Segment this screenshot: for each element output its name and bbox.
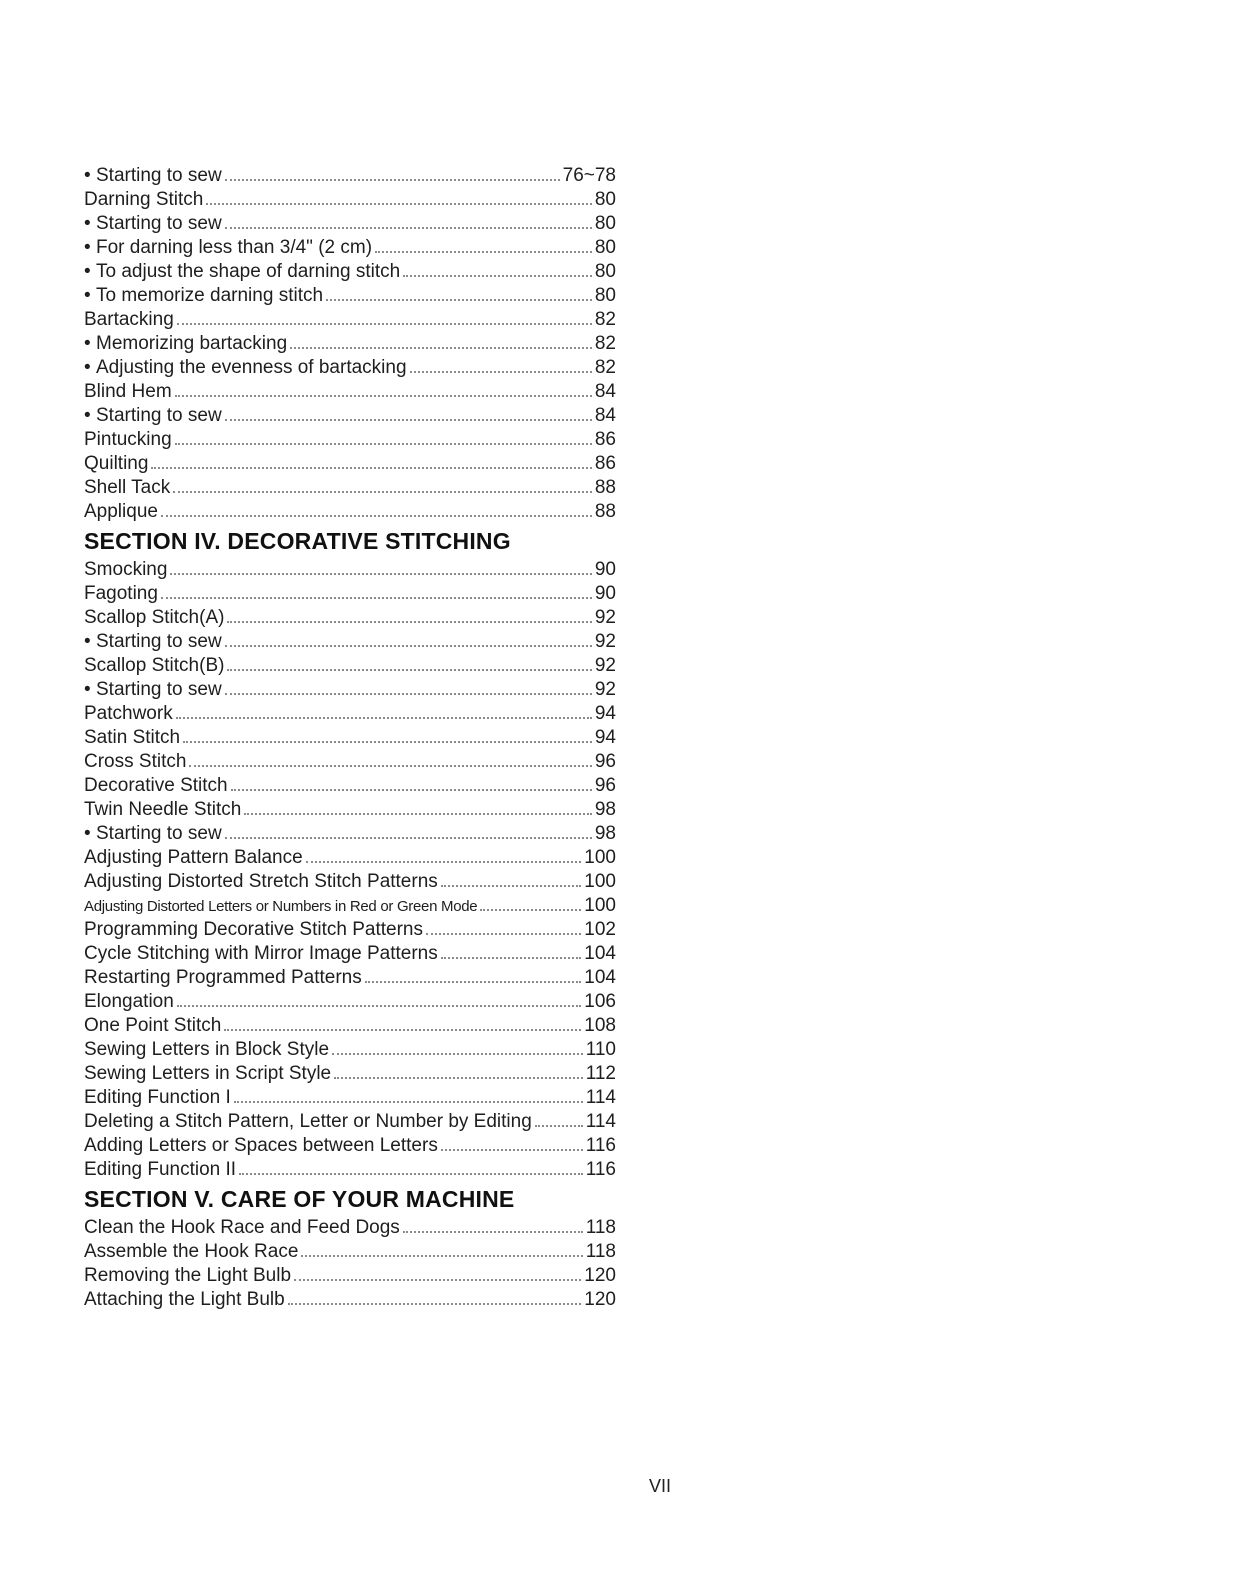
toc-entry-label: Blind Hem: [84, 381, 172, 402]
dot-leader: [224, 1029, 581, 1031]
toc-entry-page: 80: [594, 237, 616, 258]
toc-entry: [84, 798, 616, 822]
toc-entry-page: 82: [594, 309, 616, 330]
dot-leader: [480, 909, 581, 911]
toc-entry: [84, 476, 616, 500]
toc-entry: [84, 942, 616, 966]
toc-entry: [84, 1158, 616, 1182]
toc-entry-page: 118: [585, 1217, 616, 1238]
toc-entry-page: 100: [584, 871, 616, 892]
toc-entry: [84, 606, 616, 630]
dot-leader: [234, 1101, 583, 1103]
toc-entry-label: Adjusting Distorted Letters or Numbers in Red or Green Mode: [84, 898, 478, 915]
toc-entry: [84, 500, 616, 524]
toc-entry-label: Cycle Stitching with Mirror Image Patterns: [84, 943, 438, 964]
dot-leader: [177, 1005, 582, 1007]
toc-entry-page: 92: [594, 607, 616, 628]
toc-entry-label: Decorative Stitch: [84, 775, 228, 796]
toc-entry-label: Satin Stitch: [84, 727, 181, 748]
toc-entry: [84, 558, 616, 582]
toc-entry-label: Bartacking: [84, 309, 174, 330]
toc-entry-label: Adjusting Distorted Stretch Stitch Patterns: [84, 871, 438, 892]
dot-leader: [410, 371, 592, 373]
toc-subentry: [84, 404, 616, 428]
toc-entry-label: Cross Stitch: [84, 751, 187, 772]
dot-leader: [403, 275, 592, 277]
dot-leader: [161, 597, 592, 599]
toc-entry-label: Darning Stitch: [84, 189, 204, 210]
toc-entry-label: Attaching the Light Bulb: [84, 1289, 285, 1310]
dot-leader: [239, 1173, 583, 1175]
toc-entry-label: • To adjust the shape of darning stitch: [84, 260, 400, 284]
toc-entry-label: • To memorize darning stitch: [84, 284, 323, 308]
dot-leader: [206, 203, 592, 205]
toc-entry: [84, 870, 616, 894]
toc-entry-label: Clean the Hook Race and Feed Dogs: [84, 1217, 400, 1238]
dot-leader: [151, 467, 591, 469]
dot-leader: [441, 885, 582, 887]
toc-entry-label: Scallop Stitch(B): [84, 655, 225, 676]
toc-entry-label: Deleting a Stitch Pattern, Letter or Number by Editing: [84, 1111, 532, 1132]
toc-entry: [84, 1216, 616, 1240]
toc-entry-page: 96: [594, 751, 616, 772]
toc-entry-page: 94: [594, 703, 616, 724]
toc-entry: [84, 1062, 616, 1086]
toc-subentry: [84, 678, 616, 702]
toc-entry-label: Pintucking: [84, 429, 172, 450]
toc-entry-label: Fagoting: [84, 583, 158, 604]
toc-entry-label: • Memorizing bartacking: [84, 332, 287, 356]
dot-leader: [225, 419, 592, 421]
dot-leader: [183, 741, 592, 743]
toc-entry: [84, 654, 616, 678]
toc-entry-page: 88: [594, 477, 616, 498]
toc-entry: [84, 1086, 616, 1110]
toc-entry-page: 100: [584, 895, 616, 916]
dot-leader: [170, 573, 591, 575]
toc-entry: [84, 966, 616, 990]
toc-entry-page: 118: [585, 1241, 616, 1262]
toc-entry-page: 92: [594, 631, 616, 652]
toc-entry-label: Sewing Letters in Script Style: [84, 1063, 332, 1084]
toc-entry-label: • For darning less than 3/4" (2 cm): [84, 236, 372, 260]
dot-leader: [177, 323, 592, 325]
dot-leader: [375, 251, 592, 253]
toc-entry: [84, 380, 616, 404]
toc-entry: [84, 1134, 616, 1158]
dot-leader: [301, 1255, 582, 1257]
dot-leader: [225, 693, 592, 695]
toc-entry-page: 104: [584, 967, 616, 988]
toc-entry-label: Smocking: [84, 559, 168, 580]
toc-entry-page: 102: [584, 919, 616, 940]
section-heading: SECTION IV. DECORATIVE STITCHING: [84, 528, 511, 554]
toc-entry-page: 100: [584, 847, 616, 868]
toc-entry-label: Elongation: [84, 991, 174, 1012]
toc-entry: [84, 1110, 616, 1134]
dot-leader: [290, 347, 592, 349]
dot-leader: [225, 179, 560, 181]
toc-entry-page: 96: [594, 775, 616, 796]
toc-entry-label: • Starting to sew: [84, 678, 222, 702]
dot-leader: [173, 491, 592, 493]
toc-entry: [84, 428, 616, 452]
toc-entry-page: 94: [594, 727, 616, 748]
dot-leader: [175, 395, 592, 397]
toc-entry-label: Twin Needle Stitch: [84, 799, 242, 820]
toc-entry-page: 116: [585, 1159, 616, 1180]
toc-entry-label: Applique: [84, 501, 158, 522]
toc-entry-label: Scallop Stitch(A): [84, 607, 225, 628]
toc-entry: [84, 582, 616, 606]
toc-entry-page: 90: [594, 583, 616, 604]
section-heading: SECTION V. CARE OF YOUR MACHINE: [84, 1186, 515, 1212]
toc-entry-label: • Starting to sew: [84, 630, 222, 654]
dot-leader: [441, 957, 582, 959]
toc-entry: [84, 774, 616, 798]
dot-leader: [225, 227, 592, 229]
toc-entry: [84, 452, 616, 476]
toc-entry-page: 116: [585, 1135, 616, 1156]
toc-entry-label: • Starting to sew: [84, 404, 222, 428]
dot-leader: [244, 813, 592, 815]
toc-entry: [84, 308, 616, 332]
toc-entry: [84, 1288, 616, 1312]
toc-subentry: [84, 164, 616, 188]
toc-entry: [84, 726, 616, 750]
toc-entry-label: • Starting to sew: [84, 822, 222, 846]
toc-subentry: [84, 260, 616, 284]
dot-leader: [326, 299, 592, 301]
toc-subentry: [84, 356, 616, 380]
toc-entry-label: Removing the Light Bulb: [84, 1265, 292, 1286]
toc-entry-label: Adding Letters or Spaces between Letters: [84, 1135, 438, 1156]
toc-entry-label: • Adjusting the evenness of bartacking: [84, 356, 407, 380]
toc-subentry: [84, 630, 616, 654]
dot-leader: [225, 645, 592, 647]
dot-leader: [176, 717, 592, 719]
toc-entry: [84, 846, 616, 870]
toc-entry-page: 92: [594, 679, 616, 700]
toc-entry-label: Patchwork: [84, 703, 173, 724]
toc-subentry: [84, 212, 616, 236]
dot-leader: [175, 443, 592, 445]
toc-entry-page: 106: [584, 991, 616, 1012]
toc-entry: [84, 894, 616, 918]
toc-entry: [84, 702, 616, 726]
dot-leader: [441, 1149, 583, 1151]
toc-entry-page: 108: [584, 1015, 616, 1036]
dot-leader: [365, 981, 582, 983]
dot-leader: [535, 1125, 583, 1127]
toc-entry-page: 98: [594, 799, 616, 820]
toc-entry-page: 86: [594, 453, 616, 474]
dot-leader: [227, 621, 591, 623]
toc-entry-label: Quilting: [84, 453, 149, 474]
dot-leader: [294, 1279, 581, 1281]
page-number: VII: [648, 1476, 671, 1496]
toc-entry-page: 120: [584, 1265, 616, 1286]
toc-entry-page: 90: [594, 559, 616, 580]
dot-leader: [161, 515, 592, 517]
toc-subentry: [84, 284, 616, 308]
toc-entry: [84, 1014, 616, 1038]
toc-entry-page: 112: [585, 1063, 616, 1084]
toc-subentry: [84, 332, 616, 356]
table-of-contents: [84, 164, 616, 1312]
toc-entry-page: 80: [594, 213, 616, 234]
toc-entry-label: One Point Stitch: [84, 1015, 222, 1036]
toc-subentry: [84, 822, 616, 846]
toc-entry-page: 114: [585, 1087, 616, 1108]
dot-leader: [334, 1077, 583, 1079]
toc-entry-page: 76~78: [562, 165, 616, 186]
toc-entry: [84, 1264, 616, 1288]
toc-entry-label: • Starting to sew: [84, 212, 222, 236]
toc-entry-label: Editing Function I: [84, 1087, 231, 1108]
toc-entry: [84, 1038, 616, 1062]
toc-entry-page: 80: [594, 261, 616, 282]
dot-leader: [426, 933, 581, 935]
toc-entry: [84, 188, 616, 212]
toc-entry-label: • Starting to sew: [84, 164, 222, 188]
dot-leader: [288, 1303, 582, 1305]
toc-entry-label: Adjusting Pattern Balance: [84, 847, 303, 868]
toc-entry: [84, 1240, 616, 1264]
toc-entry-page: 80: [594, 285, 616, 306]
toc-entry-label: Shell Tack: [84, 477, 171, 498]
toc-entry-label: Restarting Programmed Patterns: [84, 967, 362, 988]
dot-leader: [306, 861, 582, 863]
toc-entry-page: 104: [584, 943, 616, 964]
toc-entry-page: 98: [594, 823, 616, 844]
dot-leader: [225, 837, 592, 839]
dot-leader: [231, 789, 592, 791]
toc-entry-page: 114: [585, 1111, 616, 1132]
toc-entry-page: 84: [594, 405, 616, 426]
toc-subentry: [84, 236, 616, 260]
toc-entry-label: Editing Function II: [84, 1159, 237, 1180]
dot-leader: [403, 1231, 583, 1233]
dot-leader: [189, 765, 591, 767]
toc-entry-label: Programming Decorative Stitch Patterns: [84, 919, 423, 940]
toc-entry: [84, 990, 616, 1014]
toc-entry-page: 82: [594, 357, 616, 378]
toc-entry-page: 88: [594, 501, 616, 522]
toc-entry-page: 80: [594, 189, 616, 210]
dot-leader: [227, 669, 591, 671]
toc-entry-page: 92: [594, 655, 616, 676]
toc-entry-page: 84: [594, 381, 616, 402]
toc-entry-page: 110: [585, 1039, 616, 1060]
toc-entry: [84, 918, 616, 942]
toc-entry-label: Assemble the Hook Race: [84, 1241, 299, 1262]
dot-leader: [332, 1053, 583, 1055]
toc-entry: [84, 750, 616, 774]
toc-entry-page: 120: [584, 1289, 616, 1310]
toc-entry-label: Sewing Letters in Block Style: [84, 1039, 330, 1060]
toc-entry-page: 82: [594, 333, 616, 354]
toc-entry-page: 86: [594, 429, 616, 450]
